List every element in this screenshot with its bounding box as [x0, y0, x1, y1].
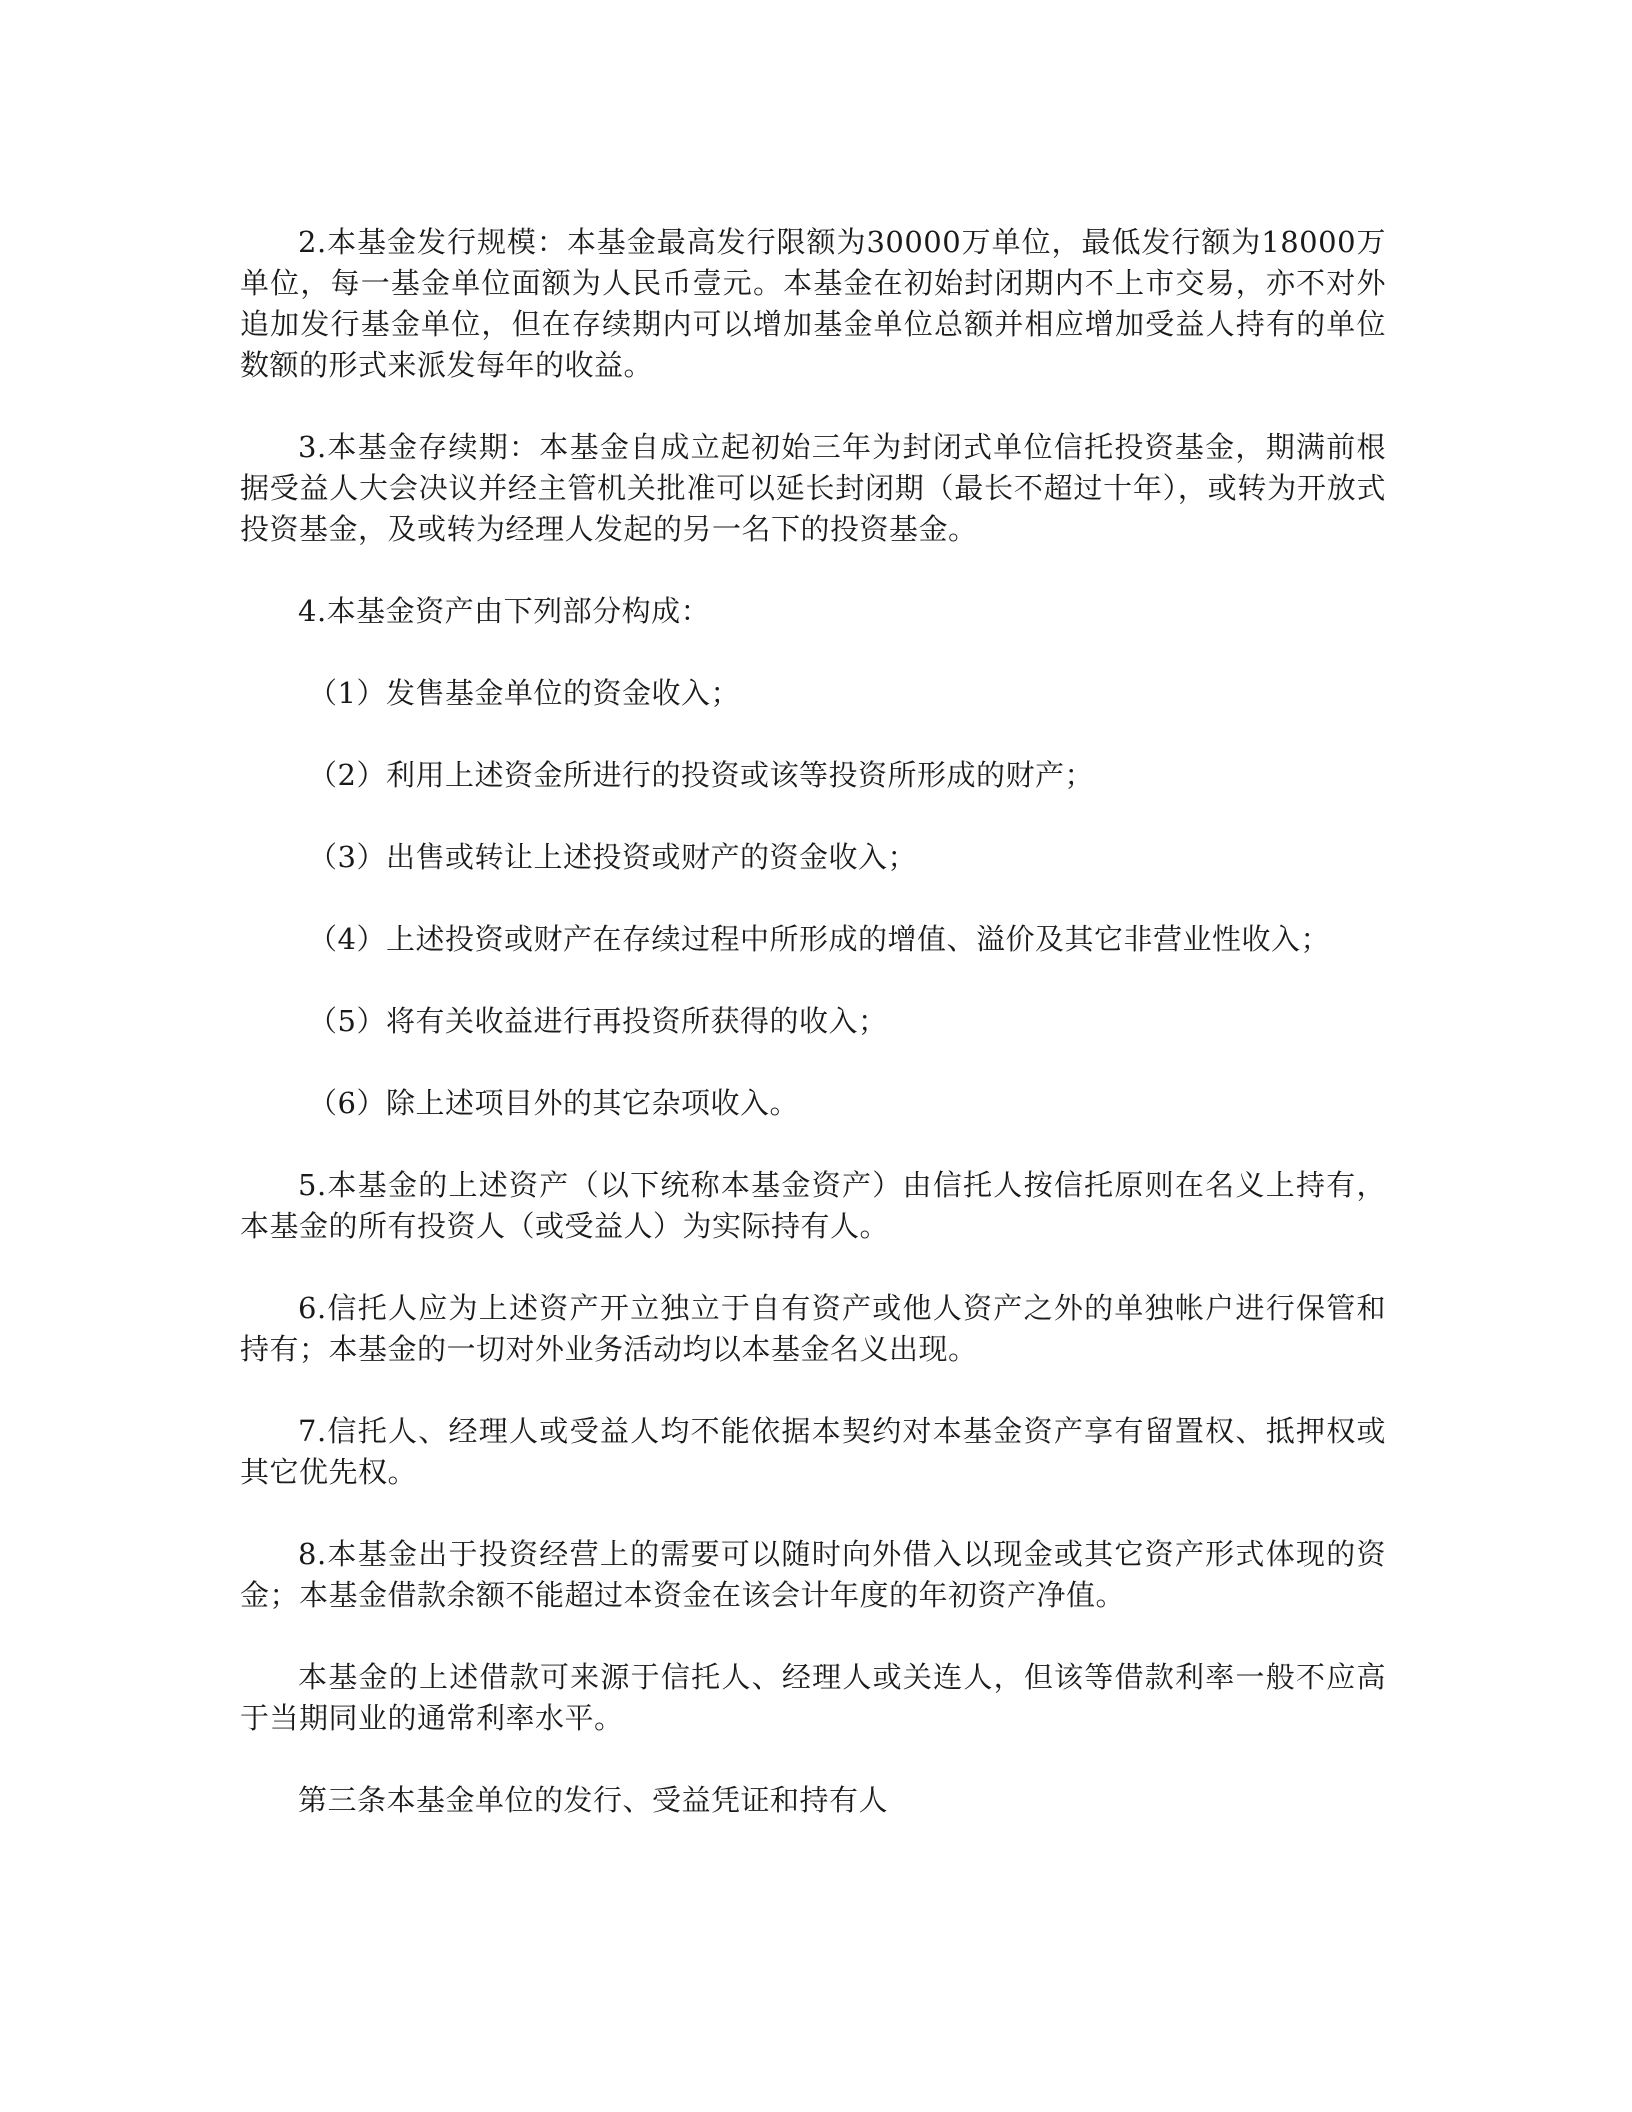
document-body: [240, 222, 1386, 1862]
asset-item-2: （2）利用上述资金所进行的投资或该等投资所形成的财产；: [308, 758, 1094, 792]
article-3-heading: 第三条本基金单位的发行、受益凭证和持有人: [298, 1783, 889, 1817]
asset-item-1: （1）发售基金单位的资金收入；: [308, 676, 740, 710]
asset-item-4: （4）上述投资或财产在存续过程中所形成的增值、溢价及其它非营业性收入；: [308, 922, 1330, 956]
asset-item-3: （3）出售或转让上述投资或财产的资金收入；: [308, 840, 917, 874]
clause-4-asset-composition: 4.本基金资产由下列部分构成：: [298, 594, 711, 628]
clause-6-separate-account: 6.信托人应为上述资产开立独立于自有资产或他人资产之外的单独帐户进行保管和持有；本基金的一切对外业务活动均以本基金名义出现。: [240, 1291, 1386, 1366]
clause-8-borrowing: 8.本基金出于投资经营上的需要可以随时向外借入以现金或其它资产形式体现的资金；本基金借款余额不能超过本资金在该会计年度的年初资产净值。: [240, 1537, 1386, 1612]
asset-item-6: （6）除上述项目外的其它杂项收入。: [308, 1086, 799, 1120]
asset-item-5: （5）将有关收益进行再投资所获得的收入；: [308, 1004, 888, 1038]
clause-8-borrowing-source: 本基金的上述借款可来源于信托人、经理人或关连人，但该等借款利率一般不应高于当期同业的通常利率水平。: [240, 1660, 1386, 1735]
clause-2-issue-scale: 2.本基金发行规模：本基金最高发行限额为30000万单位，最低发行额为18000万单位，每一基金单位面额为人民币壹元。本基金在初始封闭期内不上市交易，亦不对外追加发行基金单位，但在存续期内可以增加基金单位总额并相应增加受益人持有的单位数额的形式来派发每年的收益。: [240, 225, 1386, 382]
clause-7-no-lien: 7.信托人、经理人或受益人均不能依据本契约对本基金资产享有留置权、抵押权或其它优先权。: [240, 1414, 1386, 1489]
clause-5-nominal-holding: 5.本基金的上述资产（以下统称本基金资产）由信托人按信托原则在名义上持有，本基金的所有投资人（或受益人）为实际持有人。: [240, 1168, 1386, 1243]
clause-3-duration: 3.本基金存续期：本基金自成立起初始三年为封闭式单位信托投资基金，期满前根据受益人大会决议并经主管机关批准可以延长封闭期（最长不超过十年），或转为开放式投资基金，及或转为经理人发起的另一名下的投资基金。: [240, 430, 1386, 546]
